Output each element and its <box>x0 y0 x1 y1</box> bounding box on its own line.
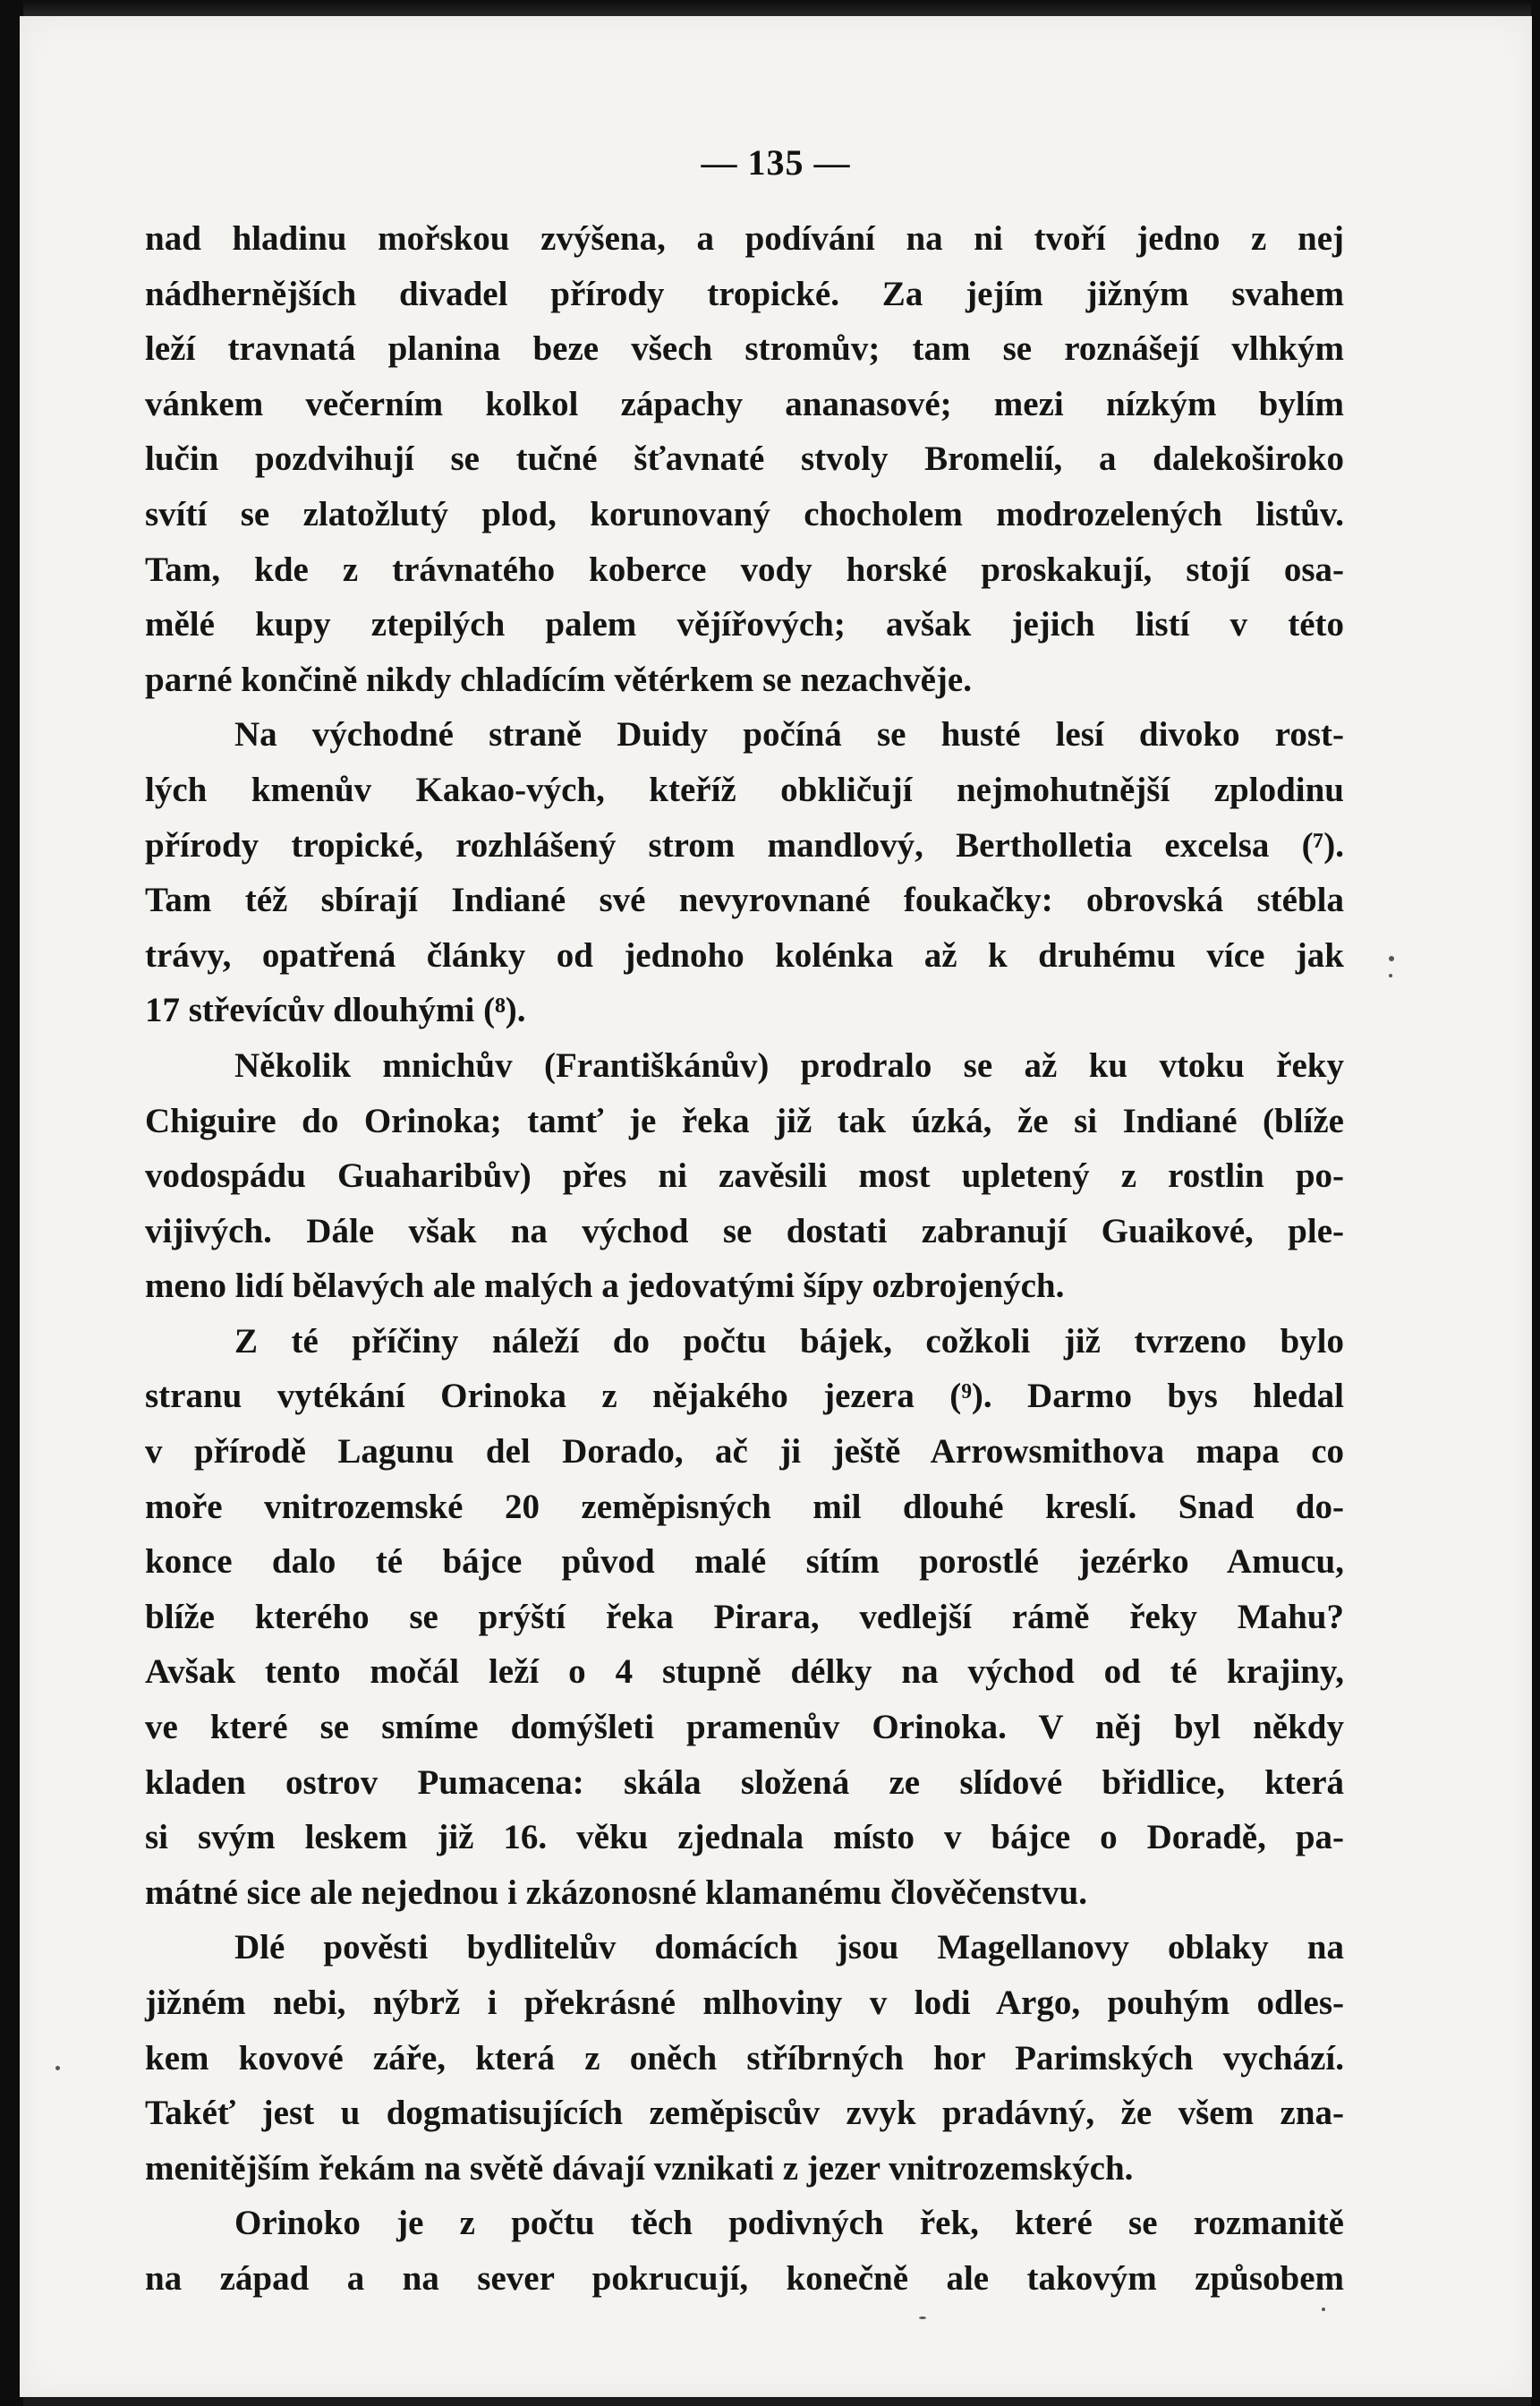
text-line: konce dalo té bájce původ malé sítím porostlé jezérko Amucu, <box>145 1542 1344 1582</box>
text-line: blíže kterého se prýští řeka Pirara, vedlejší rámě řeky Mahu? <box>145 1597 1344 1636</box>
text-line: leží travnatá planina beze všech stromův; tam se roznášejí vlhkým <box>145 329 1344 369</box>
body-text <box>145 211 1344 2307</box>
text-line: Chiguire do Orinoka; tamť je řeka již tak úzká, že si Indiané (blíže <box>145 1101 1344 1140</box>
text-line: nad hladinu mořskou zvýšena, a podívání na ni tvoří jedno z nej <box>145 219 1344 258</box>
text-line: kem kovové záře, která z oněch stříbrných hor Parimských vychází. <box>145 2038 1344 2078</box>
text-line: 17 střevícův dlouhými (⁸). <box>145 991 526 1030</box>
text-line: Z té příčiny náleží do počtu bájek, cožkoli již tvrzeno bylo <box>234 1321 1344 1361</box>
text-line: Orinoko je z počtu těch podivných řek, které se rozmanitě <box>234 2204 1344 2243</box>
scan-speck <box>1389 956 1394 961</box>
text-line: lých kmenův Kakao-vých, kteříž obkličují nejmohutnější zplodinu <box>145 770 1344 809</box>
scan-speck <box>1322 2308 1325 2311</box>
text-line: vánkem večerním kolkol zápachy ananasové; mezi nízkým bylím <box>145 384 1344 423</box>
text-line: mělé kupy ztepilých palem vějířových; avšak jejich listí v této <box>145 605 1344 644</box>
text-line: vijivých. Dále však na východ se dostati zabranují Guaikové, ple- <box>145 1211 1344 1250</box>
text-line: Dlé pověsti bydlitelův domácích jsou Magellanovy oblaky na <box>234 1928 1344 1967</box>
text-line: jižném nebi, nýbrž i překrásné mlhoviny v lodi Argo, pouhým odles- <box>145 1984 1344 2022</box>
text-line: Několik mnichův (Františkánův) prodralo se až ku vtoku řeky <box>234 1045 1344 1085</box>
text-line: moře vnitrozemské 20 zeměpisných mil dlouhé kreslí. Snad do- <box>145 1487 1344 1526</box>
text-line: nádhernějších divadel přírody tropické. Za jejím jižným svahem <box>145 274 1344 313</box>
book-page <box>20 16 1532 2397</box>
scan-border-top <box>0 0 1540 18</box>
text-line: Takéť jest u dogmatisujících zeměpiscův zvyk pradávný, že všem zna- <box>145 2094 1344 2133</box>
text-line: Na východné straně Duidy počíná se husté lesí divoko rost- <box>234 715 1344 755</box>
text-line: menitějším řekám na světě dávají vznikati z jezer vnitrozemských. <box>145 2148 1134 2188</box>
scan-speck <box>55 2066 60 2070</box>
text-line: vodospádu Guaharibův) přes ni zavěsili most upletený z rostlin po- <box>145 1156 1344 1196</box>
text-line: Tam, kde z trávnatého koberce vody horské proskakují, stojí osa- <box>145 550 1344 589</box>
text-line: svítí se zlatožlutý plod, korunovaný chocholem modrozelených listův. <box>145 494 1344 533</box>
text-line: Avšak tento močál leží o 4 stupně délky na východ od té krajiny, <box>145 1652 1344 1692</box>
text-line: mátné sice ale nejednou i zkázonosné klamanému člověčenstvu. <box>145 1873 1087 1912</box>
scan-border-right <box>1531 0 1540 2406</box>
text-line: na západ a na sever pokrucují, konečně ale takovým způsobem <box>145 2258 1344 2298</box>
text-line: Tam též sbírají Indiané své nevyrovnané foukačky: obrovská stébla <box>145 881 1344 920</box>
text-line: trávy, opatřená články od jednoho kolénka až k druhému více jak <box>145 935 1344 975</box>
page-number: — 135 — <box>701 142 851 183</box>
text-line: lučin pozdvihují se tučné šťavnaté stvoly Bromelií, a dalekoširoko <box>145 439 1344 479</box>
text-line: meno lidí bělavých ale malých a jedovatými šípy ozbrojených. <box>145 1267 1065 1306</box>
text-line: si svým leskem již 16. věku zjednala místo v bájce o Doradě, pa- <box>145 1818 1344 1857</box>
text-line: parné končině nikdy chladícím větérkem se nezachvěje. <box>145 660 972 699</box>
scan-speck <box>1389 974 1392 977</box>
text-line: v přírodě Lagunu del Dorado, ač ji ještě Arrowsmithova mapa co <box>145 1432 1344 1472</box>
text-line: přírody tropické, rozhlášený strom mandlový, Bertholletia excelsa (⁷). <box>145 825 1344 865</box>
text-line: ve které se smíme domýšleti pramenův Orinoka. V něj byl někdy <box>145 1708 1344 1747</box>
text-line: stranu vytékání Orinoka z nějakého jezera (⁹). Darmo bys hledal <box>145 1377 1344 1416</box>
text-line: kladen ostrov Pumacena: skála složená ze slídové břidlice, která <box>145 1762 1344 1802</box>
scan-speck <box>919 2316 926 2319</box>
